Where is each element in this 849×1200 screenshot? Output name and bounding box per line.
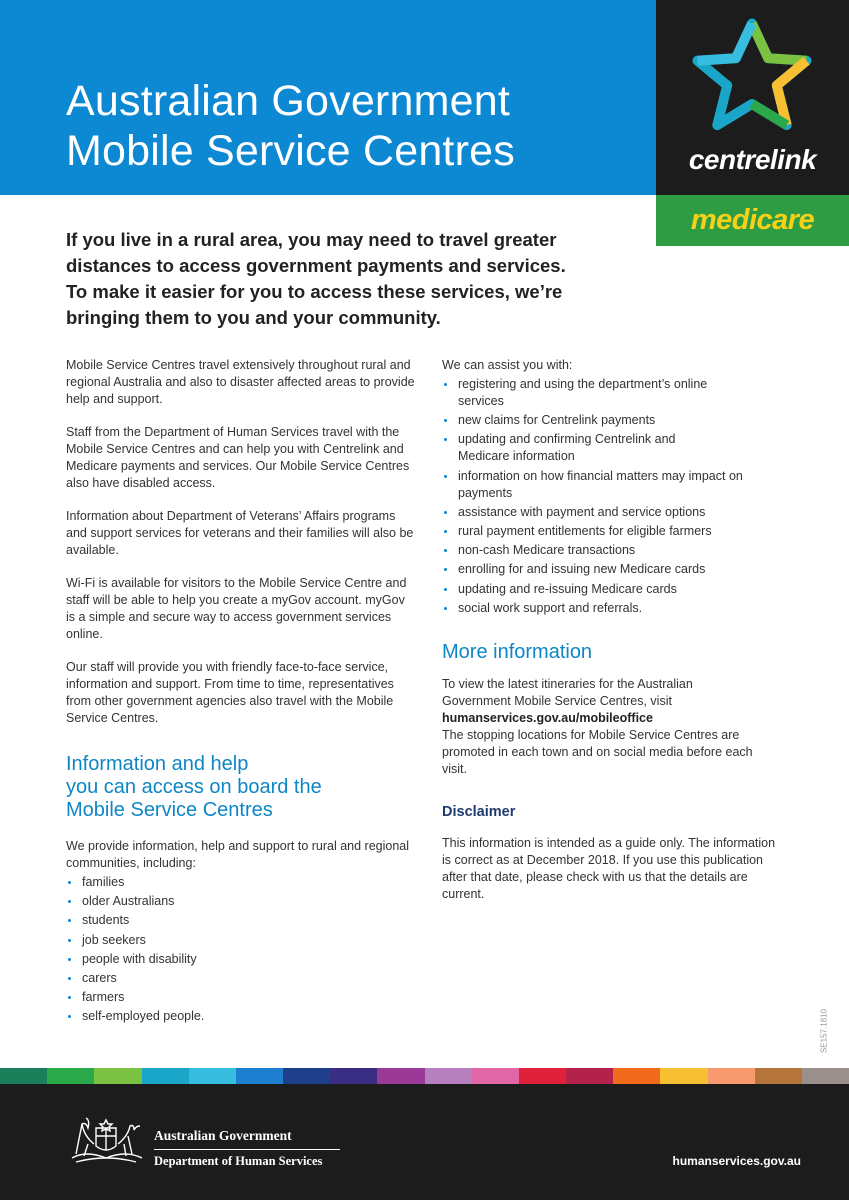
page-title <box>66 76 515 176</box>
heading-line: you can access on board the <box>66 776 322 798</box>
mobileoffice-link[interactable]: humanservices.gov.au/mobileoffice <box>442 710 653 725</box>
body-paragraph: Mobile Service Centres travel extensively throughout rural and regional Australia and also to disaster affected areas to provide help and support. <box>66 358 415 406</box>
assist-list <box>442 376 802 617</box>
color-strip-segment <box>377 1068 424 1084</box>
color-strip-segment <box>472 1068 519 1084</box>
community-list <box>66 874 416 1025</box>
color-strip-segment <box>519 1068 566 1084</box>
body-paragraph: Our staff will provide you with friendly face-to-face service, information and support. From time to time, representatives from other government agencies also travel with the Mobile Service Centres. <box>66 660 394 725</box>
intro-text <box>66 227 626 331</box>
body-paragraph: Information about Department of Veterans’ Affairs programs and support services for veterans and their families will also be available. <box>66 509 414 557</box>
color-strip-segment <box>425 1068 472 1084</box>
footer <box>0 1084 849 1200</box>
list-item: new claims for Centrelink payments <box>442 412 802 429</box>
assist-intro: We can assist you with: <box>442 358 573 372</box>
list-item: registering and using the department’s online services <box>442 376 708 410</box>
footer-url-link[interactable]: humanservices.gov.au <box>672 1154 801 1168</box>
color-strip-segment <box>802 1068 849 1084</box>
section-heading-more-info: More information <box>442 640 593 663</box>
list-item: job seekers <box>66 932 416 949</box>
list-item: people with disability <box>66 951 416 968</box>
list-item: information on how financial matters may impact on payments <box>442 468 778 502</box>
list-item: carers <box>66 970 416 987</box>
list-item: updating and confirming Centrelink and Medicare information <box>442 431 718 465</box>
color-strip-segment <box>660 1068 707 1084</box>
centrelink-wordmark: centrelink <box>688 144 817 175</box>
list-item: assistance with payment and service options <box>442 504 802 521</box>
intro-line: To make it easier for you to access these services, we’re <box>66 281 563 302</box>
list-item: non-cash Medicare transactions <box>442 542 802 559</box>
color-strip-segment <box>142 1068 189 1084</box>
gov-name: Australian Government <box>154 1128 292 1143</box>
color-strip-segment <box>613 1068 660 1084</box>
title-line: Australian Government <box>66 77 510 125</box>
centrelink-logo-block <box>656 0 849 195</box>
list-item: enrolling for and issuing new Medicare cards <box>442 561 802 578</box>
section-heading-info-help <box>66 753 416 822</box>
color-strip-segment <box>189 1068 236 1084</box>
heading-line: Information and help <box>66 753 249 775</box>
intro-line: distances to access government payments and services. <box>66 255 566 276</box>
body-paragraph: We provide information, help and support to rural and regional communities, including: <box>66 839 410 870</box>
more-info-text: To view the latest itineraries for the Australian Government Mobile Service Centres, visit <box>442 676 693 708</box>
body-paragraph: Wi-Fi is available for visitors to the Mobile Service Centre and staff will be able to help you create a myGov account. myGov is a simple and secure way to access government services online. <box>66 576 407 641</box>
color-strip-segment <box>0 1068 47 1084</box>
left-column <box>66 357 416 1028</box>
body-paragraph: Staff from the Department of Human Services travel with the Mobile Service Centres and can help you with Centrelink and Medicare payments and services. Our Mobile Service Centres also have disabled access. <box>66 425 410 490</box>
list-item: updating and re-issuing Medicare cards <box>442 581 802 598</box>
medicare-logo-block <box>656 195 849 246</box>
list-item: self-employed people. <box>66 1008 416 1025</box>
star-icon <box>690 16 814 140</box>
color-strip-segment <box>283 1068 330 1084</box>
list-item: farmers <box>66 989 416 1006</box>
list-item: families <box>66 874 416 891</box>
disclaimer-text: This information is intended as a guide only. The information is correct as at December 2018. If you use this publication after that date, please check with us that the details are current. <box>442 835 776 901</box>
color-strip-segment <box>330 1068 377 1084</box>
color-strip-segment <box>708 1068 755 1084</box>
dept-name: Department of Human Services <box>154 1154 323 1168</box>
coat-of-arms-icon <box>66 1114 146 1166</box>
color-strip-segment <box>755 1068 802 1084</box>
list-item: older Australians <box>66 893 416 910</box>
publication-code-text: SE157.1810 <box>819 1008 829 1054</box>
color-strip-segment <box>566 1068 613 1084</box>
more-info-text: The stopping locations for Mobile Service Centres are promoted in each town and on social media before each visit. <box>442 727 753 776</box>
color-strip-segment <box>236 1068 283 1084</box>
intro-line: If you live in a rural area, you may need to travel greater <box>66 229 557 250</box>
heading-line: Mobile Service Centres <box>66 799 273 821</box>
color-strip <box>0 1068 849 1084</box>
title-line: Mobile Service Centres <box>66 127 515 175</box>
disclaimer-heading: Disclaimer <box>442 803 516 820</box>
list-item: rural payment entitlements for eligible farmers <box>442 523 802 540</box>
color-strip-segment <box>94 1068 141 1084</box>
list-item: social work support and referrals. <box>442 600 802 617</box>
right-column <box>442 357 802 903</box>
medicare-wordmark: medicare <box>690 204 815 236</box>
publication-code <box>817 1004 831 1058</box>
gov-divider <box>154 1149 340 1150</box>
list-item: students <box>66 912 416 929</box>
color-strip-segment <box>47 1068 94 1084</box>
header-band <box>0 0 656 195</box>
intro-line: bringing them to you and your community. <box>66 307 441 328</box>
